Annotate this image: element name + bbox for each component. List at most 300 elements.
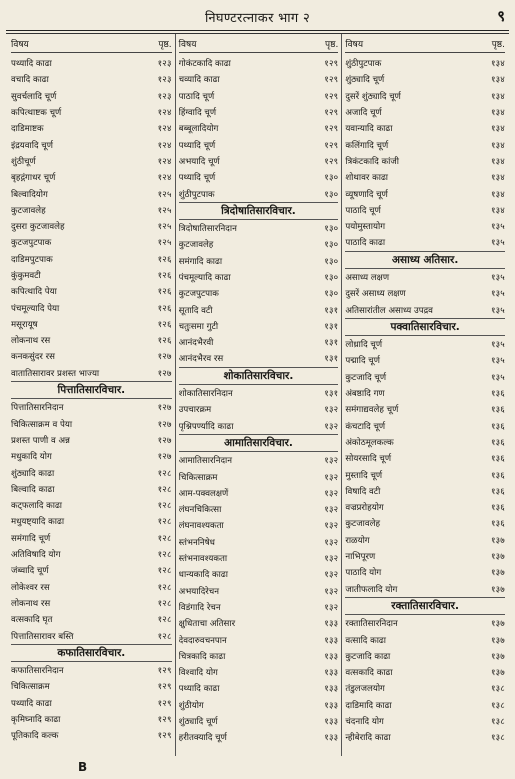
index-entry: [345, 680, 505, 696]
entry-title: पयोमुस्तायोग: [345, 222, 386, 233]
section-heading: पक्वातिसारविचार.: [345, 318, 505, 336]
entry-page-number: १२७: [157, 352, 172, 363]
entry-title: असाध्य लक्षण: [345, 273, 390, 283]
entry-title: चतुःसमा गुटी: [178, 321, 219, 332]
index-entry: [179, 680, 339, 696]
entry-title: शोकातिसारनिदान: [178, 389, 233, 400]
entry-title: बब्बूलादियोग: [178, 124, 219, 135]
index-entry: [179, 104, 339, 120]
entry-page-number: १२४: [157, 156, 172, 167]
entry-page-number: १३६: [490, 519, 505, 530]
entry-page-number: १३२: [324, 488, 339, 499]
entry-page-number: १२६: [157, 271, 172, 281]
entry-title: शुंठीचूर्ण: [11, 156, 36, 167]
entry-title: पित्तातिसारावर बस्ति: [11, 631, 74, 642]
entry-page-number: १२६: [157, 303, 172, 314]
entry-page-number: १३६: [490, 503, 505, 514]
entry-title: गोकंटकादि काढा: [178, 59, 231, 70]
column-header-subject: विषय: [11, 39, 29, 50]
entry-page-number: १२८: [157, 631, 172, 642]
index-entry: [11, 595, 172, 611]
entry-page-number: १३८: [490, 717, 505, 728]
entry-page-number: १२५: [157, 222, 172, 233]
entry-title: मधुकादि योग: [11, 452, 52, 463]
entry-page-number: १३४: [490, 91, 505, 102]
entry-title: कट्फलादि काढा: [11, 501, 63, 512]
index-entry: [179, 185, 339, 201]
entry-page-number: १३४: [490, 140, 505, 151]
entry-title: समंगादि चूर्ण: [11, 533, 51, 544]
index-entry: [179, 385, 339, 401]
index-entry: [345, 548, 505, 564]
entry-title: न्हीबेरादि काढा: [345, 733, 391, 744]
entry-title: जंब्वादि चूर्ण: [11, 566, 49, 577]
entry-page-number: १३४: [490, 59, 505, 70]
index-entry: [11, 695, 172, 711]
entry-page-number: १३२: [324, 472, 339, 483]
index-entry: [179, 285, 339, 301]
index-entry: [11, 169, 172, 185]
index-entry: [345, 729, 505, 745]
index-entry: [179, 318, 339, 334]
index-entry: [179, 664, 339, 680]
index-entry: [179, 485, 339, 501]
entry-page-number: १२४: [157, 173, 172, 184]
index-entry: [345, 285, 505, 301]
entry-title: तंडुलजलयोग: [345, 684, 385, 695]
entry-title: कपित्थादि पेया: [11, 287, 57, 298]
index-entry: [179, 269, 339, 285]
index-column-3: [341, 34, 508, 756]
entry-page-number: १२३: [157, 75, 172, 86]
entry-page-number: १२८: [157, 517, 172, 528]
entry-title: समंगादि काढा: [178, 256, 223, 267]
entry-title: कुटजपुटपाक: [11, 238, 52, 249]
index-entry: [11, 497, 172, 513]
entry-page-number: १३६: [490, 454, 505, 465]
index-entry: [345, 88, 505, 104]
index-entry: [345, 104, 505, 120]
column-header-page: पृष्ठ.: [491, 39, 505, 50]
entry-title: कपित्थाष्टक चूर्ण: [11, 108, 62, 119]
index-entry: [345, 418, 505, 434]
entry-page-number: १३२: [324, 570, 339, 581]
entry-title: सूतादि वटी: [178, 305, 213, 316]
entry-title: हरीतक्यादि चूर्ण: [178, 733, 227, 744]
entry-page-number: १३२: [324, 505, 339, 516]
column-header-page: पृष्ठ.: [325, 39, 339, 50]
entry-page-number: १३०: [324, 273, 339, 283]
index-entry: [345, 218, 505, 234]
index-entry: [345, 713, 505, 729]
entry-title: शुंठीयोग: [178, 700, 204, 711]
entry-title: अभयादि चूर्ण: [178, 156, 220, 167]
index-entry: [11, 678, 172, 694]
entry-page-number: १३२: [324, 554, 339, 565]
index-entry: [179, 120, 339, 136]
entry-title: पाठादि चूर्ण: [178, 91, 215, 102]
entry-page-number: १२६: [157, 287, 172, 298]
entry-page-number: १३१: [324, 354, 339, 365]
column-header: [11, 34, 172, 53]
index-entry: [11, 251, 172, 267]
entry-page-number: १३५: [490, 238, 505, 249]
entry-page-number: १३७: [490, 635, 505, 646]
entry-title: वातातिसारावर प्रशस्त भाज्या: [11, 368, 100, 379]
entry-page-number: १३४: [490, 124, 505, 135]
entry-page-number: १२९: [324, 59, 339, 70]
entry-title: विडंगादि रेचन: [178, 602, 221, 613]
entry-page-number: १३०: [324, 224, 339, 235]
index-entry: [11, 432, 172, 448]
entry-title: लंघनावश्यकता: [178, 521, 224, 532]
entry-title: दुसरें असाध्य लक्षण: [345, 289, 406, 300]
index-entry: [11, 530, 172, 546]
index-entry: [179, 583, 339, 599]
entry-page-number: १२७: [157, 403, 172, 414]
index-entry: [179, 468, 339, 484]
entry-page-number: १३५: [490, 273, 505, 283]
entry-title: कृमिघ्नादि काढा: [11, 715, 61, 726]
index-entry: [179, 88, 339, 104]
entry-title: अतिविषादि योग: [11, 550, 61, 561]
entry-title: क्षुधिताचा अतिसार: [178, 619, 236, 630]
entry-page-number: १३७: [490, 668, 505, 679]
entry-page-number: १३४: [490, 205, 505, 216]
entry-page-number: १३६: [490, 389, 505, 400]
index-entry: [345, 450, 505, 466]
entry-title: आनंदभैरव रस: [178, 354, 224, 365]
entry-title: लोकनाथ रस: [11, 598, 51, 609]
index-entry: [345, 434, 505, 450]
entry-title: लोकेश्वर रस: [11, 582, 50, 593]
index-entry: [179, 615, 339, 631]
entry-title: चंदनादि योग: [345, 717, 384, 728]
index-entry: [179, 452, 339, 468]
entry-title: दाडिमादि काढा: [345, 700, 392, 711]
entry-page-number: १२८: [157, 550, 172, 561]
entry-title: कफातिसारनिदान: [11, 666, 64, 677]
entry-page-number: १३३: [324, 635, 339, 646]
entry-page-number: १३७: [490, 568, 505, 579]
entry-page-number: १२८: [157, 501, 172, 512]
entry-title: पित्तातिसारनिदान: [11, 403, 64, 414]
entry-title: वत्सकादि घृत: [11, 615, 53, 626]
entry-title: मसूरायूष: [11, 319, 38, 330]
index-entry: [179, 401, 339, 417]
section-heading: कफातिसारविचार.: [11, 644, 172, 662]
entry-page-number: १२९: [157, 666, 172, 677]
entry-page-number: १३२: [324, 602, 339, 613]
entry-title: वज्रप्ररोहयोग: [345, 503, 384, 514]
entry-title: वचादि काढा: [11, 75, 49, 86]
index-entry: [345, 697, 505, 713]
entry-title: राळयोग: [345, 535, 370, 546]
entry-page-number: १३४: [490, 75, 505, 86]
entry-page-number: १२८: [157, 484, 172, 495]
entry-title: पथ्यादि चूर्ण: [178, 140, 216, 151]
entry-page-number: १३३: [324, 717, 339, 728]
index-entry: [345, 483, 505, 499]
entry-page-number: १३०: [324, 240, 339, 251]
entry-page-number: १२५: [157, 238, 172, 249]
entry-page-number: १३८: [490, 733, 505, 744]
entry-title: मुस्तादि चूर्ण: [345, 470, 383, 481]
section-heading: पित्तातिसारविचार.: [11, 381, 172, 399]
entry-page-number: १३५: [490, 340, 505, 351]
entry-page-number: १३२: [324, 521, 339, 532]
entry-page-number: १२९: [324, 140, 339, 151]
entry-title: उपचारक्रम: [178, 405, 212, 416]
entry-title: शुंठीपुटपाक: [178, 189, 215, 200]
index-entry: [11, 464, 172, 480]
index-entry: [179, 599, 339, 615]
section-heading: शोकातिसारविचार.: [179, 367, 339, 385]
entry-page-number: १३०: [324, 256, 339, 267]
entry-title: वत्सादि काढा: [345, 635, 386, 646]
entry-title: मधुयष्ट्यादि काढा: [11, 517, 65, 528]
index-rows: [11, 55, 172, 743]
entry-title: पथ्यादि काढा: [178, 684, 220, 695]
entry-page-number: १२९: [324, 124, 339, 135]
entry-page-number: १२९: [324, 91, 339, 102]
index-entry: [179, 334, 339, 350]
index-entry: [11, 513, 172, 529]
entry-page-number: १२३: [157, 91, 172, 102]
entry-page-number: १२८: [157, 598, 172, 609]
index-entry: [11, 662, 172, 678]
entry-page-number: १२५: [157, 189, 172, 200]
entry-title: कनकसुंदर रस: [11, 352, 55, 363]
entry-title: अभयादिरेचन: [178, 586, 220, 597]
entry-page-number: १३३: [324, 651, 339, 662]
entry-page-number: १२६: [157, 336, 172, 347]
entry-page-number: १३६: [490, 486, 505, 497]
index-rows: [345, 55, 505, 745]
index-entry: [11, 120, 172, 136]
entry-page-number: १३१: [324, 321, 339, 332]
index-entry: [345, 581, 505, 597]
index-entry: [345, 648, 505, 664]
entry-title: पथ्यादि चूर्ण: [178, 173, 216, 184]
index-entry: [11, 185, 172, 201]
book-title: निघण्टरत्नाकर भाग २: [204, 11, 311, 26]
index-entry: [179, 697, 339, 713]
index-entry: [11, 55, 172, 71]
entry-title: कुटजादि चूर्ण: [345, 372, 387, 383]
index-entry: [345, 401, 505, 417]
entry-title: त्रिदोषातिसारनिदान: [178, 224, 237, 235]
entry-title: कुटजादि काढा: [345, 651, 391, 662]
entry-page-number: १३३: [324, 733, 339, 744]
entry-title: लंघनचिकित्सा: [178, 505, 222, 516]
entry-title: शुंठ्यादि काढा: [11, 468, 55, 479]
entry-page-number: १३४: [490, 156, 505, 167]
index-entry: [345, 234, 505, 250]
index-entry: [11, 546, 172, 562]
index-entry: [11, 348, 172, 364]
entry-title: रक्तातिसारनिदान: [345, 619, 398, 630]
index-entry: [179, 501, 339, 517]
entry-title: पद्मादि चूर्ण: [345, 356, 380, 367]
entry-page-number: १३१: [324, 305, 339, 316]
index-entry: [11, 627, 172, 643]
page-number: ९: [497, 7, 505, 25]
entry-title: कंचटादि चूर्ण: [345, 421, 386, 432]
entry-page-number: १२८: [157, 468, 172, 479]
entry-title: शुंठ्यादि चूर्ण: [178, 717, 218, 728]
entry-title: शोथावर काढा: [345, 173, 389, 184]
entry-title: पथ्यादि काढा: [11, 59, 52, 70]
entry-page-number: १२९: [324, 75, 339, 86]
entry-page-number: १३५: [490, 372, 505, 383]
index-entry: [179, 169, 339, 185]
index-entry: [345, 385, 505, 401]
index-entry: [179, 236, 339, 252]
entry-title: कुटजावलेह: [178, 240, 214, 251]
index-entry: [179, 136, 339, 152]
index-entry: [345, 169, 505, 185]
entry-page-number: १२५: [157, 205, 172, 216]
entry-page-number: १३८: [490, 684, 505, 695]
entry-page-number: १३१: [324, 389, 339, 400]
index-entry: [179, 729, 339, 745]
entry-title: आमातिसारनिदान: [178, 456, 233, 467]
entry-page-number: १३८: [490, 700, 505, 711]
index-entry: [11, 416, 172, 432]
entry-page-number: १२९: [324, 108, 339, 119]
index-entry: [11, 202, 172, 218]
entry-title: त्रिकंटकादि कांजी: [345, 156, 399, 167]
entry-title: विश्वादि योग: [178, 668, 218, 679]
index-entry: [179, 631, 339, 647]
index-entry: [11, 299, 172, 315]
entry-title: कलिंगादि चूर्ण: [345, 140, 389, 151]
entry-page-number: १२६: [157, 319, 172, 330]
index-entry: [345, 71, 505, 87]
index-entry: [345, 515, 505, 531]
entry-title: चिकित्साक्रम व पेया: [11, 419, 73, 430]
entry-title: सुवर्चलादि चूर्ण: [11, 91, 57, 102]
entry-page-number: १२७: [157, 419, 172, 430]
entry-page-number: १३३: [324, 700, 339, 711]
entry-page-number: १२८: [157, 582, 172, 593]
entry-title: प्रशस्त पाणी व अन्न: [11, 435, 70, 446]
entry-title: हिंग्वादि चूर्ण: [178, 108, 217, 119]
index-entry: [11, 399, 172, 415]
entry-title: चिकित्साक्रम: [178, 472, 218, 483]
index-entry: [179, 517, 339, 533]
entry-title: पृश्निपर्ण्यादि काढा: [178, 421, 234, 432]
entry-page-number: १३२: [324, 405, 339, 416]
index-entry: [179, 253, 339, 269]
index-entry: [345, 631, 505, 647]
column-header-subject: विषय: [345, 39, 364, 50]
index-entry: [345, 269, 505, 285]
entry-page-number: १२६: [157, 254, 172, 265]
entry-page-number: १२७: [157, 452, 172, 463]
section-heading: आमातिसारविचार.: [179, 434, 339, 452]
entry-title: पंचमूल्यादि पेया: [11, 303, 60, 314]
entry-page-number: १२९: [157, 698, 172, 709]
index-entry: [179, 55, 339, 71]
entry-page-number: १३५: [490, 356, 505, 367]
entry-title: बिल्वादि काढा: [11, 484, 55, 495]
index-entry: [11, 218, 172, 234]
column-header: [345, 34, 505, 53]
entry-title: पाठादि चूर्ण: [345, 205, 381, 216]
entry-page-number: १२३: [157, 59, 172, 70]
entry-title: दाडिमपुटपाक: [11, 254, 53, 265]
entry-page-number: १२९: [157, 682, 172, 693]
entry-page-number: १२८: [157, 566, 172, 577]
index-entry: [11, 153, 172, 169]
entry-page-number: १२७: [157, 368, 172, 379]
index-entry: [11, 136, 172, 152]
index-entry: [345, 466, 505, 482]
index-entry: [11, 283, 172, 299]
entry-title: पाठादि योग: [345, 568, 382, 579]
index-entry: [179, 550, 339, 566]
entry-title: समंगाद्यवलेह चूर्ण: [345, 405, 399, 416]
entry-title: अजादि चूर्ण: [345, 108, 382, 119]
index-entry: [11, 448, 172, 464]
entry-page-number: १३६: [490, 405, 505, 416]
index-entry: [179, 534, 339, 550]
index-entry: [11, 104, 172, 120]
index-entry: [179, 566, 339, 582]
entry-page-number: १३५: [490, 305, 505, 316]
signature-mark: B: [78, 760, 88, 774]
index-entry: [345, 301, 505, 317]
index-entry: [11, 562, 172, 578]
entry-title: यवान्यादि काढा: [345, 124, 393, 135]
entry-page-number: १३३: [324, 684, 339, 695]
entry-title: कुटजावलेह: [11, 205, 46, 216]
index-entry: [179, 713, 339, 729]
index-entry: [11, 267, 172, 283]
entry-page-number: १३२: [324, 421, 339, 432]
index-entry: [11, 88, 172, 104]
entry-page-number: १२४: [157, 124, 172, 135]
entry-page-number: १२९: [157, 731, 172, 742]
entry-title: चित्रकादि काढा: [178, 651, 226, 662]
entry-title: शुंठीपुटपाक: [345, 59, 382, 70]
column-header-page: पृष्ठ.: [158, 39, 172, 50]
index-entry: [345, 55, 505, 71]
index-entry: [11, 365, 172, 381]
entry-title: कुटजपुटपाक: [178, 289, 219, 300]
entry-page-number: १२९: [324, 156, 339, 167]
entry-title: इंद्रयवादि चूर्ण: [11, 140, 53, 151]
column-header-subject: विषय: [178, 39, 197, 50]
index-column-2: [175, 34, 342, 756]
entry-title: बिल्वादियोग: [11, 189, 48, 200]
entry-title: वत्सकादि काढा: [345, 668, 393, 679]
index-entry: [179, 220, 339, 236]
index-entry: [345, 185, 505, 201]
entry-page-number: १३०: [324, 289, 339, 300]
index-entry: [345, 615, 505, 631]
index-rows: [179, 55, 339, 745]
entry-page-number: १३७: [490, 535, 505, 546]
entry-page-number: १३२: [324, 586, 339, 597]
index-columns: [8, 34, 508, 756]
entry-title: आम-पक्वलक्षणें: [178, 488, 229, 499]
entry-title: अंबष्ठादि गण: [345, 389, 385, 400]
index-entry: [345, 136, 505, 152]
index-entry: [179, 153, 339, 169]
